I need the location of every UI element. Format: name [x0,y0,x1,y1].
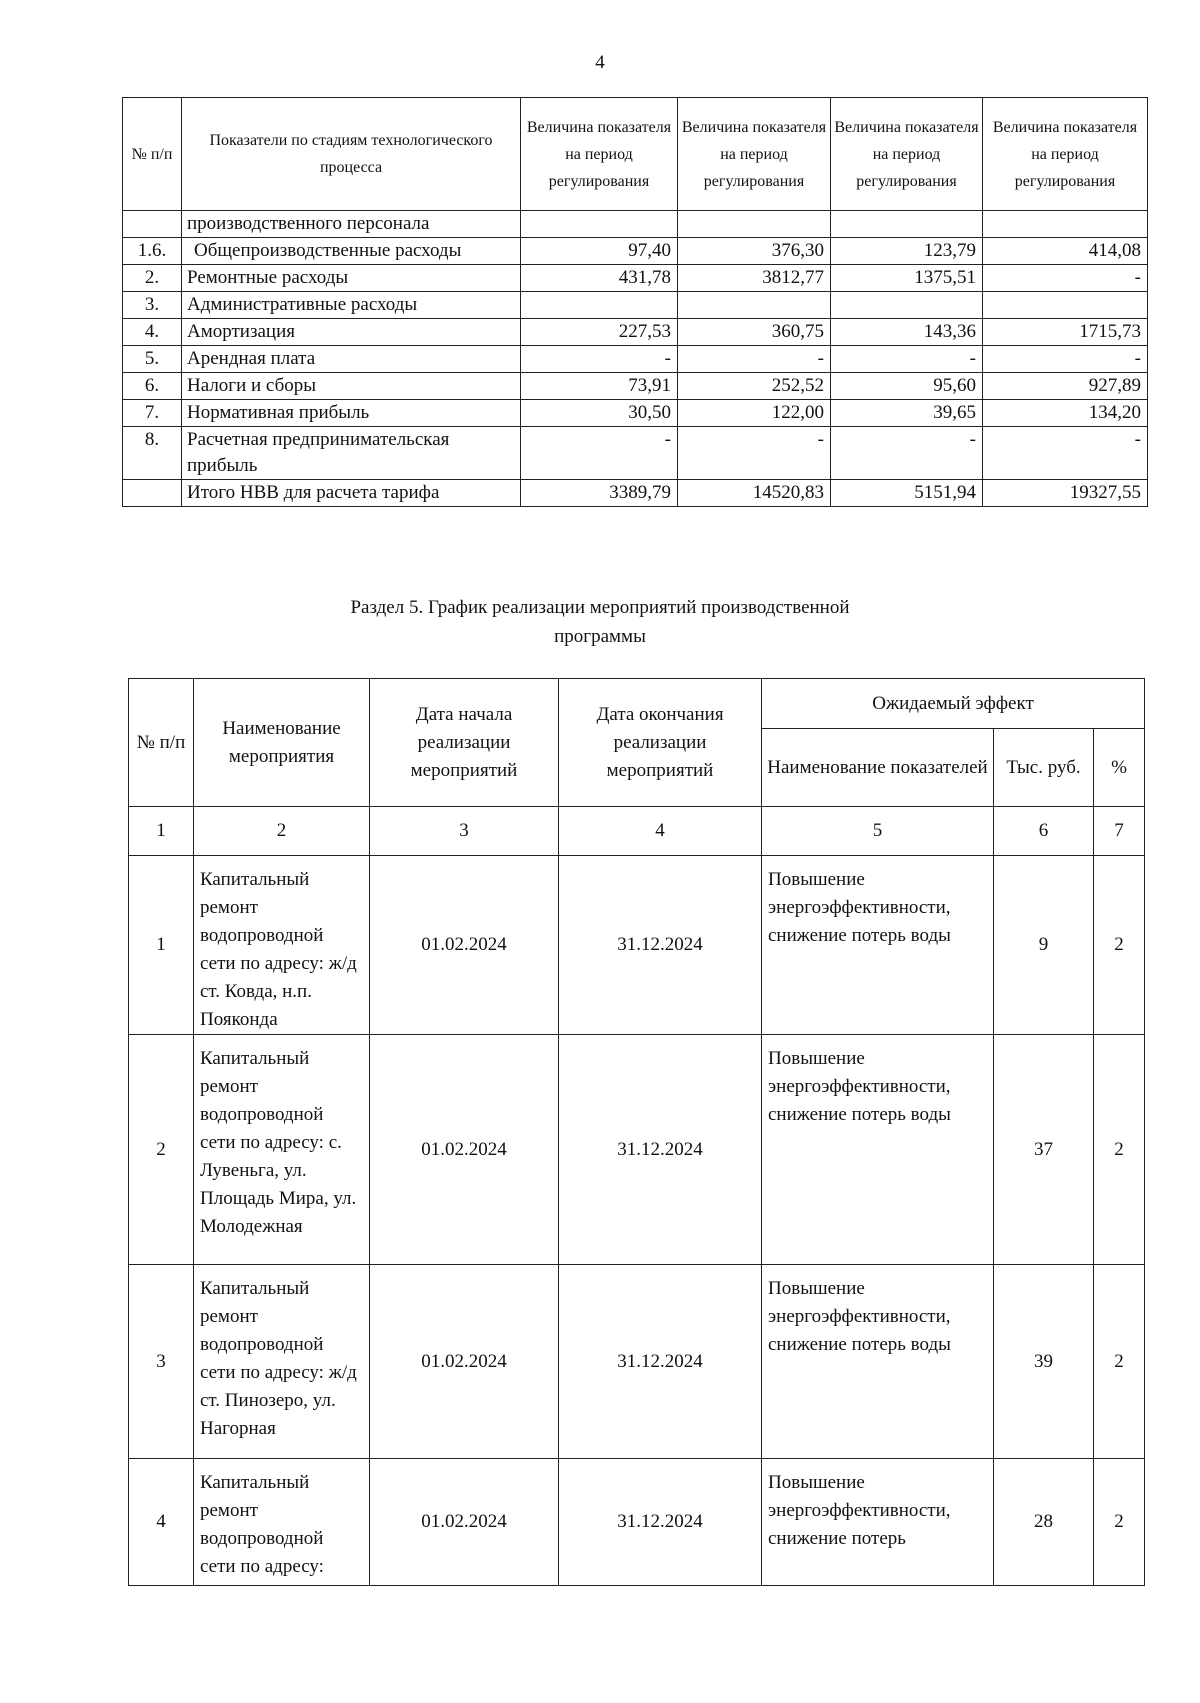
row-value-4: - [983,265,1148,292]
column-index: 1 [129,807,194,856]
row-value-1: 97,40 [521,238,678,265]
row-name: Итого НВВ для расчета тарифа [182,480,521,507]
header-value-1: Величина показателя на период регулирования [521,98,678,211]
header-thousand-rub: Тыс. руб. [994,729,1094,807]
header-expected-effect: Ожидаемый эффект [762,679,1145,729]
row-value-4: 414,08 [983,238,1148,265]
table-row [123,427,1148,480]
row-value-2: 376,30 [678,238,831,265]
row-value-3: 5151,94 [831,480,983,507]
column-index: 6 [994,807,1094,856]
table-row [123,346,1148,373]
activity-name: Капитальный ремонт водопроводной сети по адресу: ж/д ст. Пинозеро, ул. Нагорная [194,1265,370,1459]
row-value-3 [831,292,983,319]
row-num: 8. [123,427,182,480]
row-value-1: 73,91 [521,373,678,400]
row-name: Арендная плата [182,346,521,373]
table-row [123,319,1148,346]
column-index: 4 [559,807,762,856]
row-value-4: 19327,55 [983,480,1148,507]
section-title-line-1: Раздел 5. График реализации мероприятий производственной [350,597,850,618]
activity-name: Капитальный ремонт водопроводной сети по адресу: с. Лувеньга, ул. Площадь Мира, ул. Молодежная [194,1035,370,1265]
effect-percent: 2 [1094,1459,1145,1586]
total-row [123,480,1148,507]
header-value-2: Величина показателя на период регулирования [678,98,831,211]
effect-percent: 2 [1094,856,1145,1035]
start-date: 01.02.2024 [370,1035,559,1265]
row-value-1: - [521,427,678,480]
row-num: 2 [129,1035,194,1265]
table-row [129,856,1145,1035]
activity-name: Капитальный ремонт водопроводной сети по адресу: ж/д ст. Ковда, н.п. Пояконда [194,856,370,1035]
header-activity-name: Наименование мероприятия [194,679,370,807]
row-value-4: 927,89 [983,373,1148,400]
row-value-4 [983,211,1148,238]
header-percent: % [1094,729,1145,807]
row-value-4: - [983,346,1148,373]
start-date: 01.02.2024 [370,1459,559,1586]
row-num: 4. [123,319,182,346]
row-value-2: - [678,346,831,373]
header-indicator: Показатели по стадиям технологического процесса [182,98,521,211]
row-value-1 [521,211,678,238]
table-row [129,1459,1145,1586]
row-num [123,211,182,238]
row-num: 1 [129,856,194,1035]
row-value-2: 360,75 [678,319,831,346]
row-value-4: - [983,427,1148,480]
row-value-2: 3812,77 [678,265,831,292]
end-date: 31.12.2024 [559,1459,762,1586]
column-index: 7 [1094,807,1145,856]
row-num: 3. [123,292,182,319]
row-value-2: 252,52 [678,373,831,400]
row-value-2 [678,292,831,319]
table-row [123,292,1148,319]
effect-percent: 2 [1094,1265,1145,1459]
table-row [129,1035,1145,1265]
row-value-2 [678,211,831,238]
header-value-4: Величина показателя на период регулирования [983,98,1148,211]
column-index: 5 [762,807,994,856]
row-name: Налоги и сборы [182,373,521,400]
row-num: 2. [123,265,182,292]
row-value-3 [831,211,983,238]
end-date: 31.12.2024 [559,856,762,1035]
table-header-row [129,679,1145,729]
row-value-1: 30,50 [521,400,678,427]
row-name: Нормативная прибыль [182,400,521,427]
section-title [250,593,950,651]
row-value-3: - [831,427,983,480]
header-value-3: Величина показателя на период регулирования [831,98,983,211]
row-name: Ремонтные расходы [182,265,521,292]
row-value-1 [521,292,678,319]
row-num: 3 [129,1265,194,1459]
header-start-date: Дата начала реализации мероприятий [370,679,559,807]
effect-thousand-rub: 28 [994,1459,1094,1586]
row-value-3: 95,60 [831,373,983,400]
row-name: Административные расходы [182,292,521,319]
start-date: 01.02.2024 [370,1265,559,1459]
effect-indicators: Повышение энергоэффективности, снижение потерь [762,1459,994,1586]
column-index-row [129,807,1145,856]
activity-name: Капитальный ремонт водопроводной сети по адресу: [194,1459,370,1586]
row-name: Амортизация [182,319,521,346]
effect-indicators: Повышение энергоэффективности, снижение потерь воды [762,1035,994,1265]
row-name: Общепроизводственные расходы [182,238,521,265]
column-index: 3 [370,807,559,856]
row-value-3: 1375,51 [831,265,983,292]
effect-thousand-rub: 39 [994,1265,1094,1459]
table-row [129,1265,1145,1459]
effect-percent: 2 [1094,1035,1145,1265]
end-date: 31.12.2024 [559,1035,762,1265]
table-row [123,238,1148,265]
column-index: 2 [194,807,370,856]
row-value-3: 39,65 [831,400,983,427]
row-num: 4 [129,1459,194,1586]
effect-thousand-rub: 9 [994,856,1094,1035]
row-num: 1.6. [123,238,182,265]
row-value-4: 1715,73 [983,319,1148,346]
cost-indicators-table [122,97,1148,507]
end-date: 31.12.2024 [559,1265,762,1459]
start-date: 01.02.2024 [370,856,559,1035]
header-num: № п/п [123,98,182,211]
row-value-4: 134,20 [983,400,1148,427]
row-name: производственного персонала [182,211,521,238]
activities-schedule-table [128,678,1145,1586]
effect-thousand-rub: 37 [994,1035,1094,1265]
table-header-row [123,98,1148,211]
header-num: № п/п [129,679,194,807]
row-num: 6. [123,373,182,400]
row-value-2: - [678,427,831,480]
row-name: Расчетная предпринимательская прибыль [182,427,521,480]
row-value-1: - [521,346,678,373]
row-value-3: 123,79 [831,238,983,265]
table-row [123,373,1148,400]
header-end-date: Дата окончания реализации мероприятий [559,679,762,807]
row-value-4 [983,292,1148,319]
effect-indicators: Повышение энергоэффективности, снижение потерь воды [762,856,994,1035]
page-number: 4 [595,52,605,73]
row-value-2: 14520,83 [678,480,831,507]
row-value-3: - [831,346,983,373]
row-num [123,480,182,507]
row-num: 5. [123,346,182,373]
row-value-1: 3389,79 [521,480,678,507]
row-num: 7. [123,400,182,427]
header-indicator-names: Наименование показателей [762,729,994,807]
row-value-2: 122,00 [678,400,831,427]
effect-indicators: Повышение энергоэффективности, снижение потерь воды [762,1265,994,1459]
table-row [123,211,1148,238]
row-value-1: 431,78 [521,265,678,292]
row-value-3: 143,36 [831,319,983,346]
table-row [123,265,1148,292]
table-row [123,400,1148,427]
row-value-1: 227,53 [521,319,678,346]
section-title-line-2: программы [554,626,646,647]
